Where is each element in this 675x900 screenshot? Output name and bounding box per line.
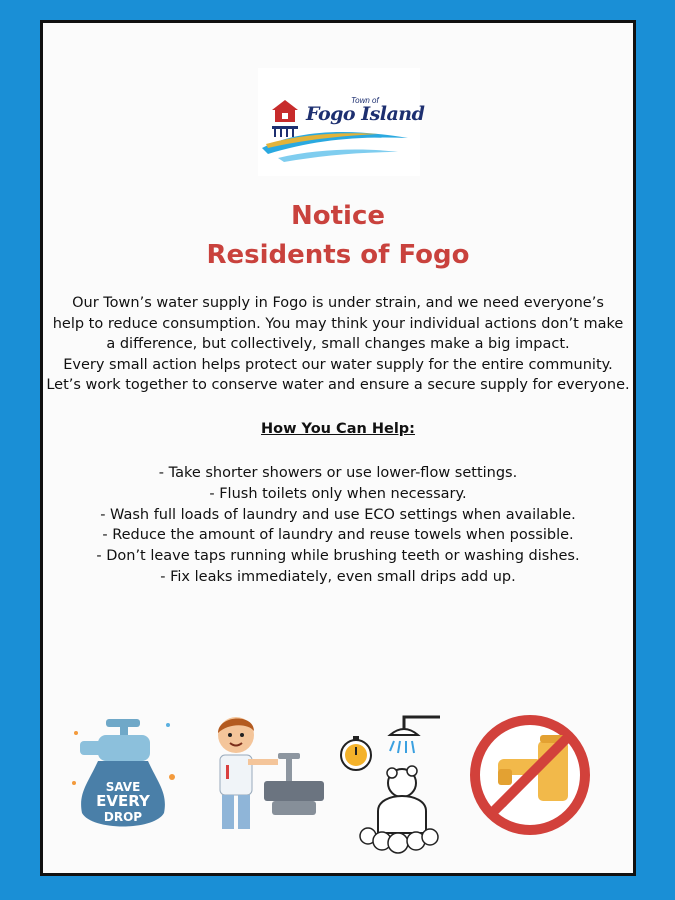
boy-brushing-teeth-illustration (208, 713, 333, 838)
logo-name: Fogo Island (306, 103, 425, 125)
intro-line: Our Town’s water supply in Fogo is under strain, and we need everyone’s (72, 295, 604, 311)
intro-line: help to reduce consumption. You may think your individual actions don’t make (52, 315, 624, 332)
no-running-tap-icon (468, 713, 593, 838)
town-logo (258, 68, 425, 176)
intro-paragraph (43, 293, 633, 396)
help-heading: How You Can Help: (261, 421, 415, 437)
intro-line: Every small action helps protect our water supply for the entire community. (63, 356, 613, 373)
every-text: EVERY (96, 792, 150, 810)
drop-text: DROP (103, 810, 143, 824)
save-text: SAVE (105, 780, 141, 794)
tip-item: - Wash full loads of laundry and use ECO settings when available. (100, 506, 576, 523)
notice-subtitle: Residents of Fogo (206, 240, 470, 270)
notice-title: Notice (290, 201, 385, 231)
notice-sheet (40, 20, 636, 876)
tips-list (43, 463, 633, 588)
tip-item: - Fix leaks immediately, even small drips add up. (160, 568, 516, 585)
shower-timer-illustration (338, 711, 448, 861)
tip-item: - Take shorter showers or use lower-flow settings. (158, 465, 518, 481)
tip-item: - Don’t leave taps running while brushing teeth or washing dishes. (96, 548, 580, 565)
intro-line: a difference, but collectively, small changes make a big impact. (106, 336, 570, 352)
tip-item: - Reduce the amount of laundry and reuse towels when possible. (102, 527, 574, 544)
intro-line: Let’s work together to conserve water and ensure a secure supply for everyone. (46, 377, 630, 393)
tip-item: - Flush toilets only when necessary. (209, 485, 467, 502)
save-every-drop-illustration (68, 713, 178, 833)
logo-small-text: Town of (351, 96, 379, 105)
